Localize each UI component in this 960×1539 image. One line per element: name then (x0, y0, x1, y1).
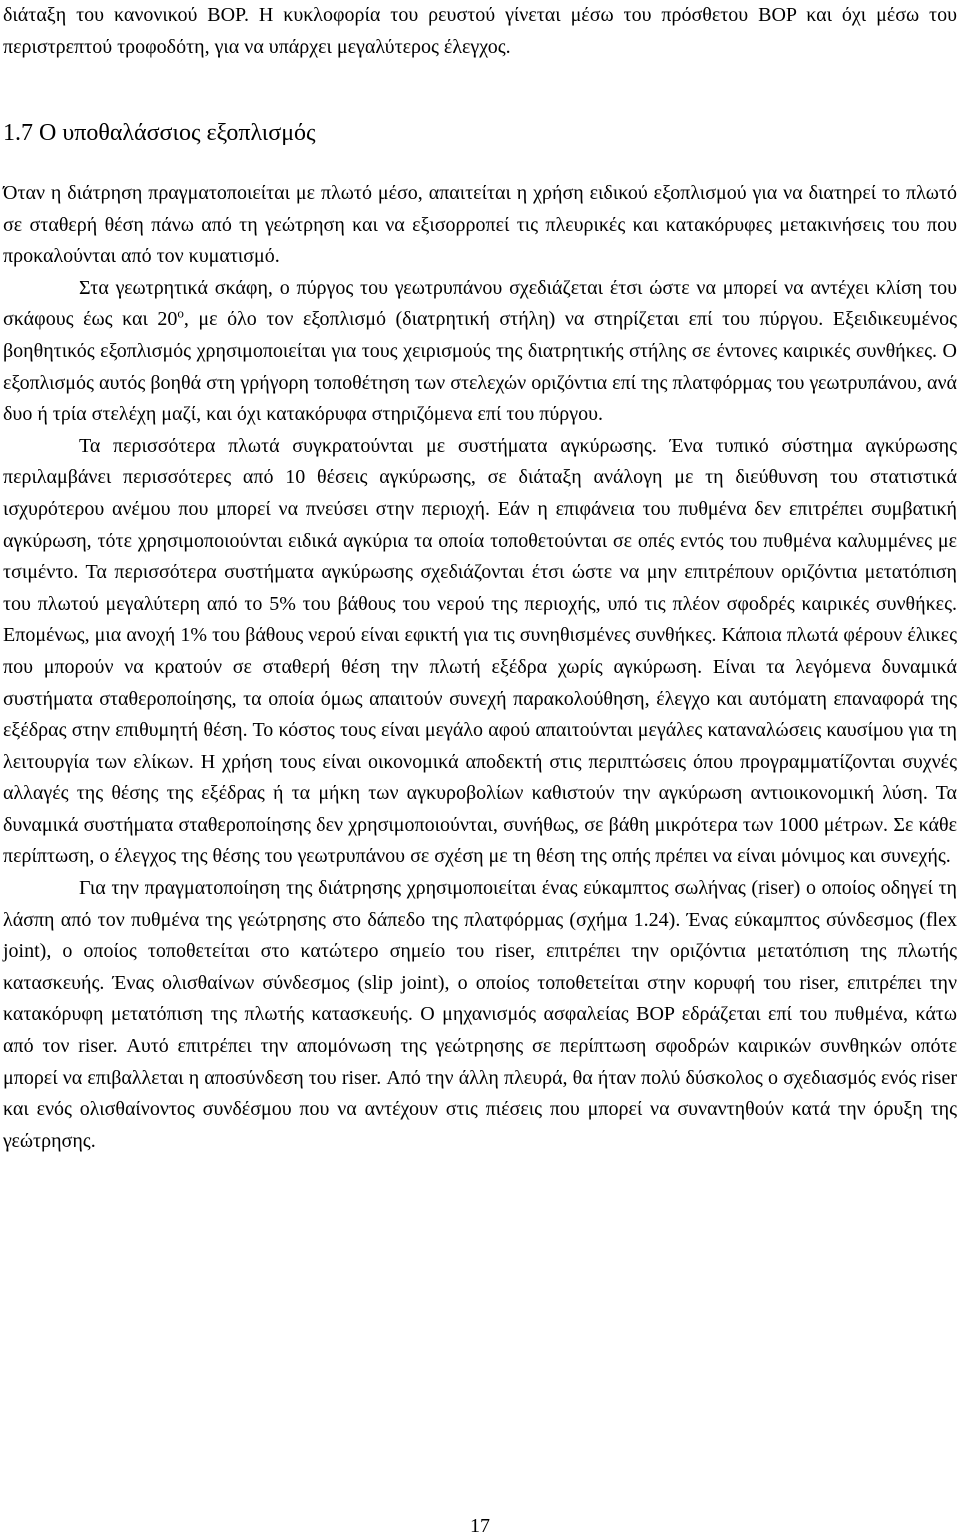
page-number: 17 (470, 1515, 490, 1537)
paragraph-drillships-text-a: Στα γεωτρητικά σκάφη, ο πύργος του γεωτρυπάνου σχεδιάζεται έτσι ώστε να μπορεί να αντέχει κλίση του σκάφους έως και 20 (3, 276, 957, 331)
section-body (3, 178, 957, 1157)
paragraph-drillships-text-b: , με όλο τον εξοπλισμό (διατρητική στήλη) να στηρίζεται επί του πύργου. Εξειδικευμένος βοηθητικός εξοπλισμός χρησιμοποιείται για τους χειρισμούς της διατρητικής στήλης σε έντονες καιρικές συνθήκες. Ο εξοπλισμός αυτός βοηθά στη γρήγορη τοποθέτηση των στελεχών οριζόντια επί της πλατφόρμας του γεωτρυπάνου, ανά δυο ή τρία στελέχη μαζί, και όχι κατακόρυφα στηριζόμενα επί του πύργου. (3, 308, 957, 426)
degree-superscript: ο (177, 305, 184, 321)
paragraph-intro: Όταν η διάτρηση πραγματοποιείται με πλωτό μέσο, απαιτείται η χρήση ειδικού εξοπλισμού για να διατηρεί το πλωτό σε σταθερή θέση πάνω από τη γεώτρηση και να εξισορροπεί τις πλευρικές και κατακόρυφες μετακινήσεις του που προκαλούνται από τον κυματισμό. (3, 182, 957, 268)
continued-paragraph: διάταξη του κανονικού BOP. Η κυκλοφορία του ρευστού γίνεται μέσω του πρόσθετου BOP και όχι μέσω του περιστρεπτού τροφοδότη, για να υπάρχει μεγαλύτερος έλεγχος. (3, 4, 957, 58)
paragraph-anchoring: Τα περισσότερα πλωτά συγκρατούνται με συστήματα αγκύρωσης. Ένα τυπικό σύστημα αγκύρωσης περιλαμβάνει περισσότερες από 10 θέσεις αγκύρωσης, σε διάταξη ανάλογη με τη διεύθυνση του στατιστικά ισχυρότερου ανέμου που μπορεί να πνεύσει στην περιοχή. Εάν η επιφάνεια του πυθμένα δεν επιτρέπει συμβατική αγκύρωση, τότε χρησιμοποιούνται ειδικά αγκύρια τα οποία τοποθετούνται σε οπές εντός του πυθμένα καλυμμένες με τσιμέντο. Τα περισσότερα συστήματα αγκύρωσης σχεδιάζονται έτσι ώστε να μην επιτρέπουν οριζόντια μετατόπιση του πλωτού μεγαλύτερη από το 5% του βάθους του νερού της περιοχής, υπό τις πλέον σφοδρές καιρικές συνθήκες. Επομένως, μια ανοχή 1% του βάθους νερού είναι εφικτή για τις συνηθισμένες συνθήκες. Κάποια πλωτά φέρουν έλικες που μπορούν να κρατούν σε σταθερή θέση την πλωτή εξέδρα χωρίς αγκύρωση. Είναι τα λεγόμενα δυναμικά συστήματα σταθεροποίησης, τα οποία όμως απαιτούν συνεχή παρακολούθηση, έλεγχο και αυτόματη επαναφορά της εξέδρας στην επιθυμητή θέση. Το κόστος τους είναι μεγάλο αφού απαιτούνται μεγάλες καταναλώσεις καυσίμου για τη λειτουργία των ελίκων. Η χρήση τους είναι οικονομικά αποδεκτή στις περιπτώσεις όπου προγραμματίζονται συχνές αλλαγές της θέσης της εξέδρας ή τα μήκη των αγκυροβολίων καθιστούν την αγκύρωση αντιοικονομική λύση. Τα δυναμικά συστήματα σταθεροποίησης δεν χρησιμοποιούνται, συνήθως, σε βάθη μικρότερα των 1000 μέτρων. Σε κάθε περίπτωση, ο έλεγχος της θέσης του γεωτρυπάνου σε σχέση με τη θέση της οπής πρέπει να είναι μόνιμος και συνεχής. (3, 434, 957, 868)
section-heading: 1.7 Ο υποθαλάσσιος εξοπλισμός (3, 120, 316, 146)
paragraph-riser: Για την πραγματοποίηση της διάτρησης χρησιμοποιείται ένας εύκαμπτος σωλήνας (riser) ο οποίος οδηγεί τη λάσπη από τον πυθμένα της γεώτρησης στο δάπεδο της πλατφόρμας (σχήμα 1.24). Ένας εύκαμπτος σύνδεσμος (flex joint), ο οποίος τοποθετείται στο κατώτερο σημείο του riser, επιτρέπει την οριζόντια μετατόπιση της πλωτής κατασκευής. Ένας ολισθαίνων σύνδεσμος (slip joint), ο οποίος τοποθετείται στην κορυφή του riser, επιτρέπει την κατακόρυφη μετατόπιση της πλωτής κατασκευής. Ο μηχανισμός ασφαλείας BOP εδράζεται επί του πυθμένα, κάτω από τον riser. Αυτό επιτρέπει την απομόνωση της γεώτρησης σε περίπτωση σφοδρών καιρικών συνθηκών οπότε μπορεί να επιβαλλεται η αποσύνδεση του riser. Από την άλλη πλευρά, θα ήταν πολύ δύσκολος ο σχεδιασμός ενός riser και ενός ολισθαίνοντος συνδέσμου που να αντέχουν στις πιέσεις που μπορεί να συναντηθούν κατά την όρυξη της γεώτρησης. (3, 877, 957, 1152)
paragraph-drillships (3, 273, 957, 431)
